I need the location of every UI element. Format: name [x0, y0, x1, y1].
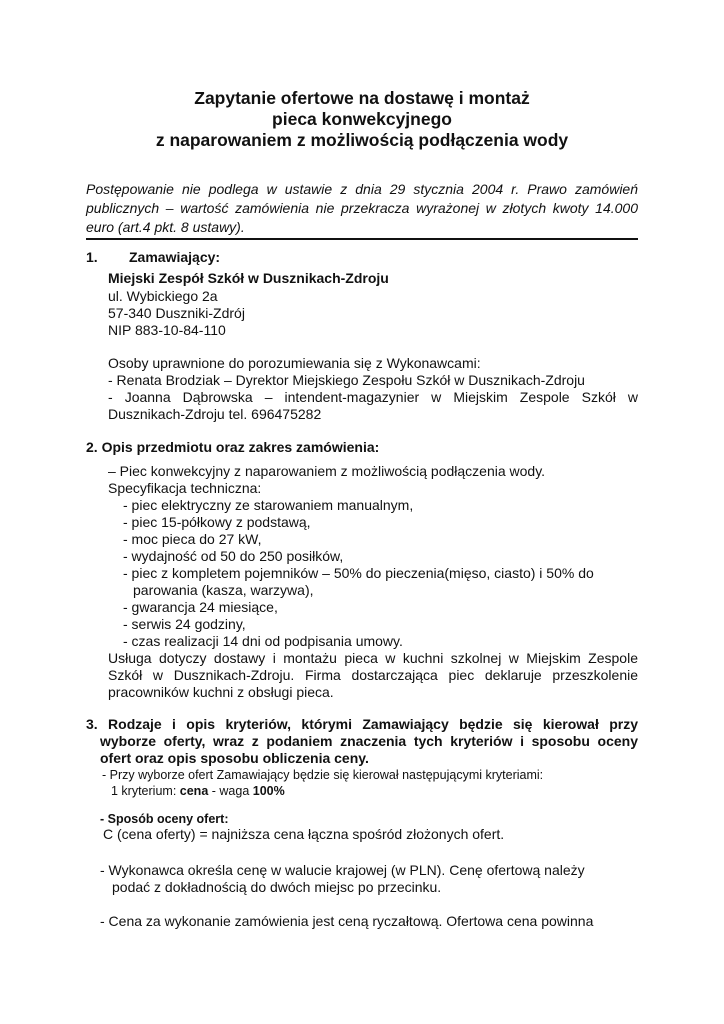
org-street: ul. Wybickiego 2a	[108, 288, 218, 304]
spec-item: - piec z kompletem pojemników – 50% do pieczenia(mięso, ciasto) i 50% do	[123, 565, 594, 581]
price-formula: C (cena oferty) = najniższa cena łączna spośród złożonych ofert.	[103, 826, 505, 842]
section3-heading-line-2: wyborze oferty, wraz z podaniem znaczenia tych kryteriów i sposobu oceny	[100, 733, 638, 749]
service-line-3: pracowników kuchni z obsługi pieca.	[108, 684, 334, 700]
contact-2-line-1: - Joanna Dąbrowska – intendent-magazynier w Miejskim Zespole Szkół w	[108, 389, 638, 405]
criteria-intro: - Przy wyborze ofert Zamawiający będzie się kierował następującymi kryteriami:	[102, 768, 544, 782]
order-item: – Piec konwekcyjny z naparowaniem z możliwością podłączenia wody.	[108, 463, 546, 479]
evaluation-heading: - Sposób oceny ofert:	[100, 812, 229, 826]
document-title	[86, 88, 638, 151]
section3-heading-line-1: 3. Rodzaje i opis kryteriów, którymi Zamawiający będzie się kierował przy	[86, 716, 638, 732]
spec-item: - piec elektryczny ze starowaniem manualnym,	[123, 497, 414, 513]
currency-line-1: - Wykonawca określa cenę w walucie krajowej (w PLN). Cenę ofertową należy	[100, 862, 585, 878]
org-nip: NIP 883-10-84-110	[108, 322, 226, 338]
spec-item: - wydajność od 50 do 250 posiłków,	[123, 548, 344, 564]
criterion-name: cena	[179, 784, 209, 798]
spec-heading: Specyfikacja techniczna:	[108, 480, 262, 496]
service-line-2: Szkół w Dusznikach-Zdroju. Firma dostarczająca piec deklaruje przeszkolenie	[108, 667, 638, 683]
contact-1: - Renata Brodziak – Dyrektor Miejskiego Zespołu Szkół w Dusznikach-Zdroju	[108, 372, 585, 388]
horizontal-rule	[86, 238, 638, 240]
section3-heading-line-3: ofert oraz opis sposobu obliczenia ceny.	[100, 750, 369, 766]
intro-paragraph: Postępowanie nie podlega w ustawie z dnia 29 stycznia 2004 r. Prawo zamówień publicznych – wartość zamówienia nie przekracza wyrażonej w złotych kwoty 14.000 euro (art.4 pkt. 8 ustawy).	[86, 181, 638, 235]
service-line-1: Usługa dotyczy dostawy i montażu pieca w kuchni szkolnej w Miejskim Zespole	[108, 650, 638, 666]
contacts-heading: Osoby uprawnione do porozumiewania się z Wykonawcami:	[108, 355, 481, 371]
spec-item: - czas realizacji 14 dni od podpisania umowy.	[123, 633, 403, 649]
criterion-prefix: 1 kryterium:	[111, 784, 177, 798]
section2-heading: 2. Opis przedmiotu oraz zakres zamówienia:	[86, 439, 380, 455]
spec-item: - moc pieca do 27 kW,	[123, 531, 262, 547]
criterion-weight: 100%	[252, 784, 285, 798]
spec-item: - gwarancja 24 miesiące,	[123, 599, 278, 615]
spec-item-continuation: parowania (kasza, warzywa),	[133, 582, 314, 598]
section1-number: 1.	[86, 249, 98, 265]
title-line-2: pieca konwekcyjnego	[272, 109, 452, 129]
criterion-separator: - waga	[211, 784, 250, 798]
title-line-3: z naparowaniem z możliwością podłączenia wody	[155, 130, 569, 150]
contact-2-line-2: Dusznikach-Zdroju tel. 696475282	[108, 406, 322, 422]
spec-item: - serwis 24 godziny,	[123, 616, 246, 632]
title-line-1: Zapytanie ofertowe na dostawę i montaż	[194, 88, 530, 108]
lump-sum-line: - Cena za wykonanie zamówienia jest ceną ryczałtową. Ofertowa cena powinna	[100, 913, 594, 929]
org-name: Miejski Zespół Szkół w Dusznikach-Zdroju	[108, 270, 389, 286]
criterion-row	[111, 783, 285, 800]
spec-item: - piec 15-półkowy z podstawą,	[123, 514, 311, 530]
org-city: 57-340 Duszniki-Zdrój	[108, 305, 245, 321]
currency-line-2: podać z dokładnością do dwóch miejsc po przecinku.	[112, 879, 442, 895]
section1-heading: Zamawiający:	[129, 249, 221, 265]
